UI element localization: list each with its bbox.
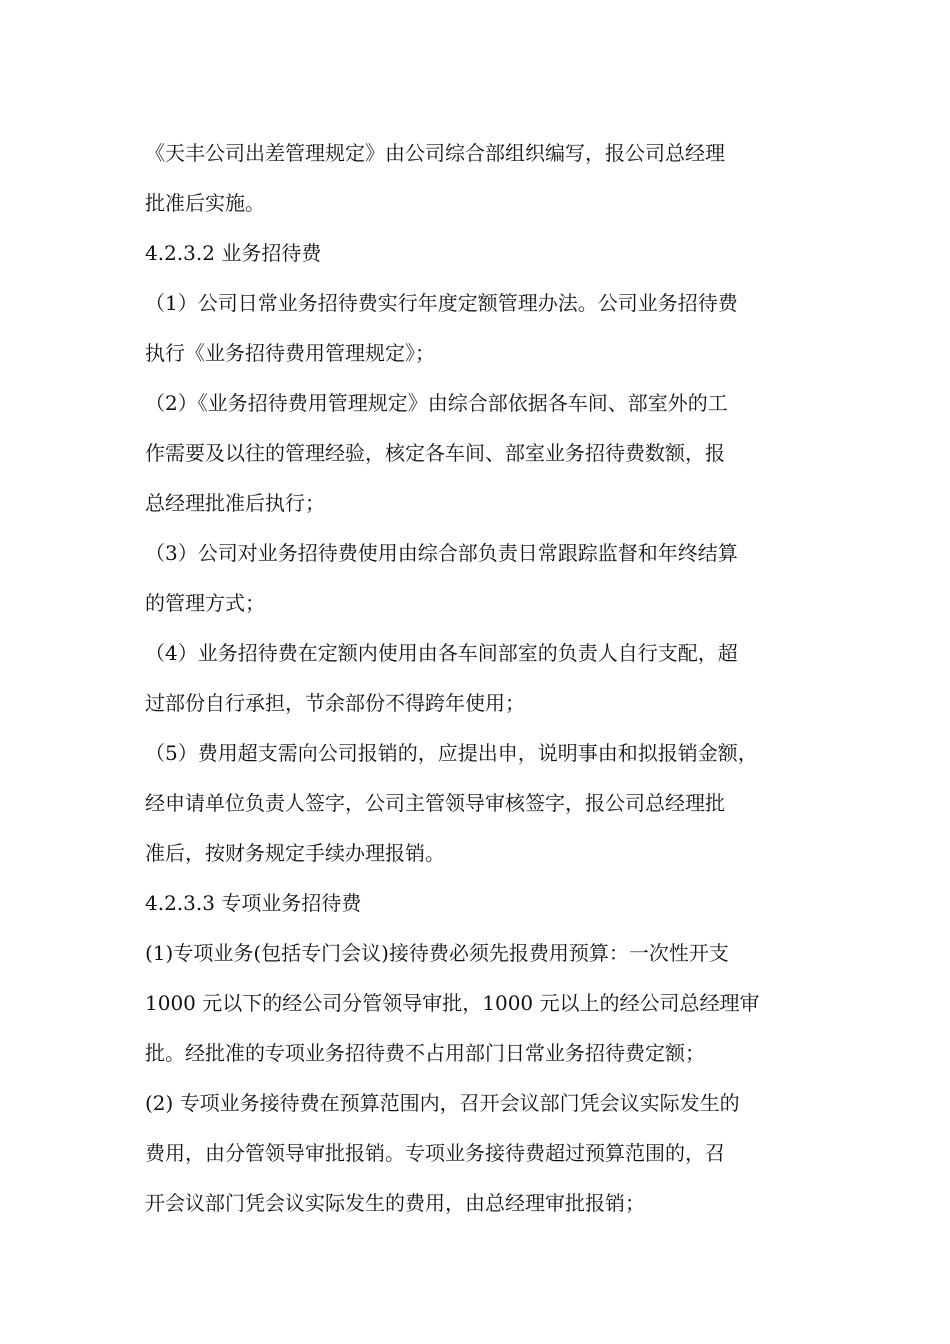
paragraph-line: （4）业务招待费在定额内使用由各车间部室的负责人自行支配，超 — [145, 641, 738, 665]
paragraph-line: 执行《业务招待费用管理规定》； — [145, 341, 435, 365]
paragraph-line: 总经理批准后执行； — [145, 491, 325, 515]
section-heading: 4.2.3.3 专项业务招待费 — [145, 891, 362, 915]
paragraph-line: （3）公司对业务招待费使用由综合部负责日常跟踪监督和年终结算 — [145, 541, 738, 565]
paragraph-line: （1）公司日常业务招待费实行年度定额管理办法。公司业务招待费 — [145, 291, 738, 315]
paragraph-line: 准后，按财务规定手续办理报销。 — [145, 841, 445, 865]
section-heading: 4.2.3.2 业务招待费 — [145, 241, 322, 265]
paragraph-line: 1000 元以下的经公司分管领导审批，1000 元以上的经公司总经理审 — [145, 991, 760, 1015]
paragraph-line: 经申请单位负责人签字，公司主管领导审核签字，报公司总经理批 — [145, 791, 725, 815]
paragraph-line: 费用，由分管领导审批报销。专项业务接待费超过预算范围的，召 — [145, 1141, 725, 1165]
paragraph-line: 的管理方式； — [145, 591, 265, 615]
paragraph-line: 批准后实施。 — [145, 191, 265, 215]
paragraph-line: 作需要及以往的管理经验，核定各车间、部室业务招待费数额，报 — [145, 441, 725, 465]
paragraph-line: 《天丰公司出差管理规定》由公司综合部组织编写，报公司总经理 — [145, 141, 725, 165]
paragraph-line: 开会议部门凭会议实际发生的费用，由总经理审批报销； — [145, 1191, 645, 1215]
paragraph-line: 过部份自行承担，节余部份不得跨年使用； — [145, 691, 525, 715]
paragraph-line: （5）费用超支需向公司报销的，应提出申，说明事由和拟报销金额， — [145, 741, 758, 765]
document-body — [145, 130, 815, 1230]
paragraph-line: （2）《业务招待费用管理规定》由综合部依据各车间、部室外的工 — [145, 391, 728, 415]
paragraph-line: 批。经批准的专项业务招待费不占用部门日常业务招待费定额； — [145, 1041, 705, 1065]
paragraph-line: (1)专项业务(包括专门会议)接待费必须先报费用预算：一次性开支 — [145, 941, 729, 965]
paragraph-line: (2) 专项业务接待费在预算范围内，召开会议部门凭会议实际发生的 — [145, 1091, 740, 1115]
